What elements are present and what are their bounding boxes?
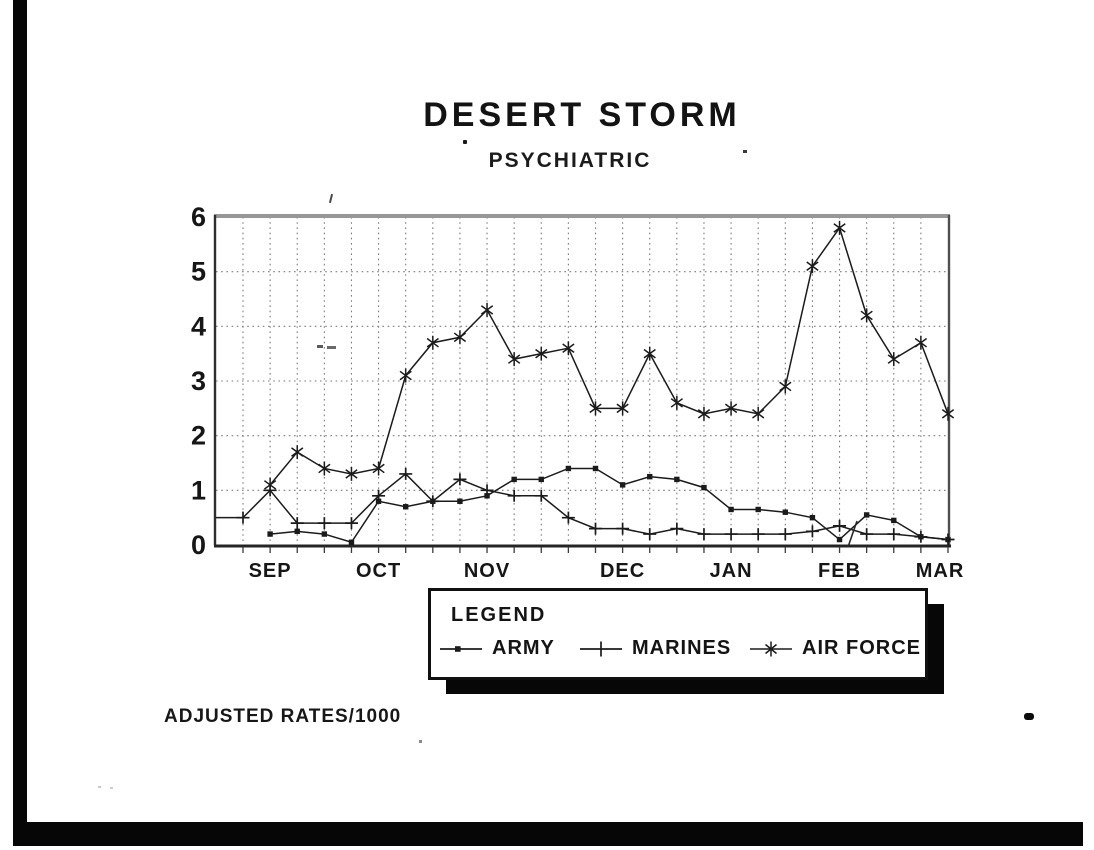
y-axis-label: 1: [190, 475, 206, 506]
y-axis-label: 0: [190, 530, 206, 560]
marines-marker: [481, 484, 494, 496]
army-marker: [647, 474, 652, 479]
marines-marker: [670, 523, 683, 535]
marines-marker: [942, 534, 955, 546]
army-series-line: [270, 468, 948, 542]
legend-label-marines: MARINES: [632, 637, 732, 659]
marines-marker: [697, 528, 710, 540]
scan-speck: [743, 150, 747, 153]
x-axis-label: OCT: [355, 560, 402, 582]
air-force-marker: [915, 336, 926, 350]
army-marker: [457, 499, 462, 504]
y-axis-label: 5: [190, 256, 206, 287]
scan-speck: [419, 740, 422, 743]
legend-label-army: ARMY: [492, 637, 555, 659]
air-force-marker: [888, 352, 899, 366]
marines-marker: [725, 528, 738, 540]
marines-marker: [589, 523, 602, 535]
x-axis-label: NOV: [463, 560, 511, 582]
x-axis-label: MAR: [915, 560, 965, 582]
army-marker: [701, 485, 706, 490]
scan-speck: [110, 787, 113, 789]
marines-marker: [291, 517, 304, 529]
army-marker: [539, 477, 544, 482]
scan-speck: [463, 140, 467, 144]
army-marker: [728, 507, 733, 512]
legend-entry-army: [439, 637, 555, 660]
air-force-marker: [373, 461, 384, 475]
air-force-marker: [346, 467, 357, 481]
air-force-line-asterisk-marker-icon: [749, 640, 793, 658]
air-force-marker: [698, 407, 709, 421]
scan-speck: [317, 345, 323, 348]
army-marker: [511, 477, 516, 482]
army-marker: [349, 540, 354, 545]
marines-marker: [643, 528, 656, 540]
y-axis-label: 2: [190, 420, 206, 451]
scan-speck: [327, 346, 336, 349]
air-force-marker: [319, 461, 330, 475]
army-marker: [891, 518, 896, 523]
legend-box: [428, 588, 928, 680]
army-marker: [783, 510, 788, 515]
air-force-marker: [671, 396, 682, 410]
army-marker: [674, 477, 679, 482]
army-marker: [267, 531, 272, 536]
x-axis-label: JAN: [709, 560, 753, 582]
marines-marker: [914, 531, 927, 543]
marines-marker: [887, 528, 900, 540]
legend-entry-air-force: [749, 637, 921, 660]
air-force-series-line: [270, 228, 948, 485]
marines-marker: [779, 528, 792, 540]
y-axis-label: 4: [190, 311, 206, 342]
air-force-marker: [563, 341, 574, 355]
x-axis-label: SEP: [248, 560, 292, 582]
marines-marker: [752, 528, 765, 540]
marines-series-line: [216, 474, 948, 540]
legend-entry-marines: [579, 637, 731, 660]
marines-line-plus-marker-icon: [579, 640, 623, 658]
army-line-square-marker-icon: [439, 641, 483, 657]
marines-marker: [616, 523, 629, 535]
y-axis-label: 6: [190, 202, 206, 232]
air-force-marker: [644, 347, 655, 361]
army-marker: [810, 515, 815, 520]
air-force-marker: [942, 407, 953, 421]
marines-marker: [318, 517, 331, 529]
army-marker: [566, 466, 571, 471]
army-marker: [620, 482, 625, 487]
army-marker: [837, 537, 842, 542]
marines-marker: [833, 520, 846, 532]
army-marker: [403, 504, 408, 509]
air-force-marker: [861, 308, 872, 322]
army-marker: [295, 529, 300, 534]
marines-marker: [508, 490, 521, 502]
marines-marker: [860, 528, 873, 540]
air-force-marker: [508, 352, 519, 366]
army-marker: [593, 466, 598, 471]
page-title: DESERT STORM: [423, 96, 741, 134]
y-axis-label: 3: [190, 366, 206, 396]
rates-footnote: ADJUSTED RATES/1000: [164, 706, 402, 727]
marines-marker: [806, 525, 819, 537]
legend-title: LEGEND: [451, 604, 547, 626]
page-subtitle: PSYCHIATRIC: [488, 149, 652, 172]
air-force-marker: [725, 401, 736, 415]
scan-speck: [1024, 713, 1034, 720]
scan-slash-mark: [848, 521, 857, 547]
air-force-marker: [536, 347, 547, 361]
x-axis-label: FEB: [818, 560, 862, 582]
scan-speck: [98, 786, 101, 788]
x-axis-label: DEC: [599, 560, 646, 582]
army-marker: [322, 531, 327, 536]
army-marker: [864, 512, 869, 517]
army-marker: [755, 507, 760, 512]
legend-label-air-force: AIR FORCE: [802, 637, 921, 659]
